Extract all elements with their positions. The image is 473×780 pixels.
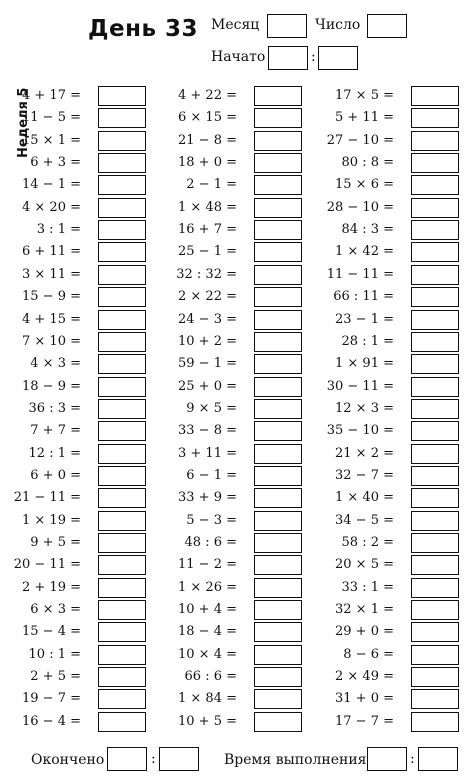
- problem-expression: 11 − 2 =: [178, 557, 237, 573]
- problem-row: [0, 578, 146, 598]
- problem-row: [142, 242, 302, 262]
- answer-box[interactable]: [98, 265, 146, 285]
- problem-row: [0, 421, 146, 441]
- problem-row: [142, 310, 302, 330]
- answer-box[interactable]: [98, 287, 146, 307]
- answer-box[interactable]: [254, 86, 302, 106]
- problem-row: [142, 511, 302, 531]
- answer-box[interactable]: [254, 310, 302, 330]
- answer-box[interactable]: [98, 399, 146, 419]
- answer-box[interactable]: [411, 421, 459, 441]
- answer-box[interactable]: [98, 310, 146, 330]
- problem-expression: 6 × 3 =: [30, 602, 81, 618]
- answer-box[interactable]: [254, 265, 302, 285]
- answer-box[interactable]: [254, 399, 302, 419]
- problem-expression: 80 : 8 =: [341, 155, 394, 171]
- problem-row: [142, 377, 302, 397]
- problem-row: [142, 466, 302, 486]
- problem-row: [142, 444, 302, 464]
- problem-row: [142, 108, 302, 128]
- answer-box[interactable]: [254, 444, 302, 464]
- problem-row: [142, 689, 302, 709]
- problem-row: [0, 108, 146, 128]
- problem-row: [142, 175, 302, 195]
- problem-row: [142, 354, 302, 374]
- start-label: Начато: [211, 49, 266, 65]
- problem-expression: 10 + 5 =: [178, 713, 237, 729]
- problem-row: [299, 332, 459, 352]
- problem-row: [0, 265, 146, 285]
- answer-box[interactable]: [254, 689, 302, 709]
- problem-expression: 20 − 11 =: [13, 557, 81, 573]
- answer-box[interactable]: [411, 310, 459, 330]
- problem-row: [299, 466, 459, 486]
- finished-label: Окончено: [31, 752, 105, 768]
- problem-expression: 33 : 1 =: [341, 579, 394, 595]
- problem-row: [0, 242, 146, 262]
- answer-box[interactable]: [411, 242, 459, 262]
- answer-box[interactable]: [98, 689, 146, 709]
- answer-box[interactable]: [411, 108, 459, 128]
- problem-expression: 6 − 1 =: [186, 467, 237, 483]
- problem-row: [0, 153, 146, 173]
- answer-box[interactable]: [98, 555, 146, 575]
- answer-box[interactable]: [98, 153, 146, 173]
- problem-row: [0, 220, 146, 240]
- problem-row: [0, 600, 146, 620]
- problem-expression: 9 × 5 =: [186, 400, 237, 416]
- problem-row: [299, 488, 459, 508]
- problem-expression: 20 × 5 =: [335, 557, 394, 573]
- answer-box[interactable]: [254, 332, 302, 352]
- problem-expression: 11 − 11 =: [326, 266, 394, 282]
- problem-row: [299, 198, 459, 218]
- problem-expression: 36 : 3 =: [28, 400, 81, 416]
- answer-box[interactable]: [411, 287, 459, 307]
- problem-row: [299, 444, 459, 464]
- problem-row: [299, 667, 459, 687]
- problem-expression: 1 × 84 =: [178, 691, 237, 707]
- problem-row: [0, 645, 146, 665]
- problem-row: [142, 198, 302, 218]
- problem-row: [299, 399, 459, 419]
- problem-row: [299, 354, 459, 374]
- problem-row: [0, 667, 146, 687]
- answer-box[interactable]: [254, 555, 302, 575]
- answer-box[interactable]: [254, 712, 302, 732]
- problem-expression: 66 : 6 =: [184, 669, 237, 685]
- problem-row: [0, 287, 146, 307]
- problem-expression: 14 − 1 =: [22, 177, 81, 193]
- problem-expression: 12 × 3 =: [335, 400, 394, 416]
- problem-row: [142, 622, 302, 642]
- problem-expression: 15 − 4 =: [22, 624, 81, 640]
- answer-box[interactable]: [411, 622, 459, 642]
- answer-box[interactable]: [98, 377, 146, 397]
- answer-box[interactable]: [411, 555, 459, 575]
- problem-row: [299, 108, 459, 128]
- answer-box[interactable]: [98, 712, 146, 732]
- problem-expression: 28 − 10 =: [326, 199, 394, 215]
- problem-expression: 17 − 7 =: [335, 713, 394, 729]
- problem-expression: 4 + 22 =: [178, 88, 237, 103]
- problem-expression: 15 × 6 =: [335, 177, 394, 193]
- problem-expression: 7 + 7 =: [30, 423, 81, 439]
- problem-expression: 2 × 49 =: [335, 669, 394, 685]
- answer-box[interactable]: [411, 332, 459, 352]
- problem-expression: 1 × 42 =: [335, 244, 394, 260]
- month-label: Месяц: [211, 17, 260, 33]
- problem-row: [0, 399, 146, 419]
- answer-box[interactable]: [98, 131, 146, 151]
- problem-row: [0, 466, 146, 486]
- problem-row: [142, 645, 302, 665]
- duration-hours-field[interactable]: [367, 747, 407, 771]
- answer-box[interactable]: [98, 622, 146, 642]
- problem-expression: 27 − 10 =: [326, 132, 394, 148]
- problem-row: [299, 153, 459, 173]
- problem-row: [299, 265, 459, 285]
- answer-box[interactable]: [411, 131, 459, 151]
- problem-expression: 17 × 5 =: [335, 88, 394, 103]
- problem-expression: 4 + 17 =: [22, 88, 81, 103]
- problem-expression: 23 − 1 =: [335, 311, 394, 327]
- answer-box[interactable]: [98, 220, 146, 240]
- problem-row: [0, 175, 146, 195]
- answer-box[interactable]: [411, 667, 459, 687]
- problem-row: [0, 712, 146, 732]
- problem-expression: 10 + 2 =: [178, 333, 237, 349]
- problem-expression: 3 : 1 =: [36, 222, 81, 238]
- answer-box[interactable]: [411, 600, 459, 620]
- answer-box[interactable]: [411, 198, 459, 218]
- problem-expression: 33 + 9 =: [178, 490, 237, 506]
- answer-box[interactable]: [98, 466, 146, 486]
- problem-expression: 12 : 1 =: [28, 445, 81, 461]
- problem-row: [299, 533, 459, 553]
- problem-expression: 2 × 22 =: [178, 289, 237, 305]
- problem-expression: 16 + 7 =: [178, 222, 237, 238]
- problem-row: [0, 444, 146, 464]
- start-time-separator: :: [311, 49, 316, 65]
- answer-box[interactable]: [411, 354, 459, 374]
- problem-expression: 8 − 6 =: [343, 646, 394, 662]
- answer-box[interactable]: [98, 488, 146, 508]
- problem-expression: 24 − 3 =: [178, 311, 237, 327]
- answer-box[interactable]: [98, 332, 146, 352]
- problem-expression: 59 − 1 =: [178, 356, 237, 372]
- answer-box[interactable]: [254, 220, 302, 240]
- problem-row: [142, 488, 302, 508]
- answer-box[interactable]: [98, 667, 146, 687]
- problem-expression: 4 × 20 =: [22, 199, 81, 215]
- problem-row: [0, 377, 146, 397]
- problem-expression: 5 + 11 =: [335, 110, 394, 126]
- problem-expression: 48 : 6 =: [184, 535, 237, 550]
- problem-expression: 2 − 1 =: [186, 177, 237, 193]
- problem-row: [142, 399, 302, 419]
- duration-minutes-field[interactable]: [418, 747, 458, 771]
- problem-expression: 11 − 5 =: [22, 110, 81, 126]
- answer-box[interactable]: [254, 287, 302, 307]
- answer-box[interactable]: [254, 198, 302, 218]
- problem-row: [142, 332, 302, 352]
- problem-expression: 15 − 9 =: [22, 289, 81, 305]
- problem-row: [0, 533, 146, 553]
- problem-expression: 18 − 4 =: [178, 624, 237, 640]
- answer-box[interactable]: [98, 198, 146, 218]
- answer-box[interactable]: [254, 667, 302, 687]
- problem-expression: 3 + 11 =: [178, 445, 237, 461]
- problem-expression: 6 × 15 =: [178, 110, 237, 126]
- problem-expression: 4 + 15 =: [22, 311, 81, 327]
- start-hours-field[interactable]: [268, 46, 308, 70]
- problem-expression: 5 − 3 =: [186, 512, 237, 528]
- problem-row: [0, 86, 146, 106]
- problem-row: [142, 131, 302, 151]
- answer-box[interactable]: [411, 444, 459, 464]
- answer-box[interactable]: [254, 533, 302, 553]
- answer-box[interactable]: [411, 511, 459, 531]
- problem-expression: 2 + 5 =: [30, 669, 81, 685]
- answer-box[interactable]: [411, 377, 459, 397]
- finished-time-separator: :: [151, 751, 156, 767]
- problem-expression: 19 − 7 =: [22, 691, 81, 707]
- problem-expression: 66 : 11 =: [333, 289, 394, 305]
- answer-box[interactable]: [98, 354, 146, 374]
- problem-row: [142, 220, 302, 240]
- answer-box[interactable]: [411, 466, 459, 486]
- answer-box[interactable]: [98, 421, 146, 441]
- problem-row: [299, 310, 459, 330]
- answer-box[interactable]: [254, 354, 302, 374]
- problem-row: [142, 287, 302, 307]
- problem-row: [299, 421, 459, 441]
- problem-row: [299, 511, 459, 531]
- answer-box[interactable]: [98, 511, 146, 531]
- problem-expression: 30 − 11 =: [326, 378, 394, 394]
- problem-row: [0, 310, 146, 330]
- answer-box[interactable]: [254, 622, 302, 642]
- problem-row: [142, 555, 302, 575]
- problem-expression: 7 × 10 =: [22, 333, 81, 349]
- problem-row: [0, 198, 146, 218]
- problem-expression: 58 : 2 =: [341, 535, 394, 550]
- problem-expression: 21 − 11 =: [13, 490, 81, 506]
- problem-row: [142, 86, 302, 106]
- answer-box[interactable]: [98, 444, 146, 464]
- answer-box[interactable]: [411, 153, 459, 173]
- finished-hours-field[interactable]: [107, 747, 147, 771]
- problem-expression: 3 × 11 =: [22, 266, 81, 282]
- problem-row: [0, 332, 146, 352]
- answer-box[interactable]: [411, 175, 459, 195]
- problem-row: [0, 354, 146, 374]
- problem-row: [299, 131, 459, 151]
- answer-box[interactable]: [254, 645, 302, 665]
- problem-row: [0, 511, 146, 531]
- problem-row: [0, 131, 146, 151]
- problem-expression: 2 + 19 =: [22, 579, 81, 595]
- problem-expression: 32 × 1 =: [335, 602, 394, 618]
- problem-row: [142, 153, 302, 173]
- problem-expression: 9 + 5 =: [30, 535, 81, 550]
- answer-box[interactable]: [254, 421, 302, 441]
- answer-box[interactable]: [411, 86, 459, 106]
- duration-label: Время выполнения: [224, 752, 367, 768]
- answer-box[interactable]: [98, 242, 146, 262]
- problem-row: [0, 488, 146, 508]
- problem-row: [142, 712, 302, 732]
- problem-expression: 10 × 4 =: [178, 646, 237, 662]
- problem-expression: 10 : 1 =: [28, 646, 81, 662]
- answer-box[interactable]: [254, 108, 302, 128]
- answer-box[interactable]: [254, 466, 302, 486]
- problem-row: [142, 421, 302, 441]
- problem-row: [142, 600, 302, 620]
- problem-row: [0, 689, 146, 709]
- problem-expression: 18 − 9 =: [22, 378, 81, 394]
- date-label: Число: [315, 17, 361, 33]
- problem-row: [299, 555, 459, 575]
- week-label: Неделя 5: [16, 87, 31, 158]
- answer-box[interactable]: [254, 488, 302, 508]
- answer-box[interactable]: [411, 220, 459, 240]
- problem-row: [299, 645, 459, 665]
- problem-row: [299, 175, 459, 195]
- problem-row: [299, 600, 459, 620]
- answer-box[interactable]: [411, 265, 459, 285]
- problem-expression: 18 + 0 =: [178, 155, 237, 171]
- problem-row: [142, 667, 302, 687]
- problem-expression: 6 + 3 =: [30, 155, 81, 171]
- answer-box[interactable]: [98, 600, 146, 620]
- answer-box[interactable]: [254, 377, 302, 397]
- problem-expression: 15 × 1 =: [22, 132, 81, 148]
- problem-expression: 25 + 0 =: [178, 378, 237, 394]
- problem-row: [0, 622, 146, 642]
- problem-expression: 1 × 48 =: [178, 199, 237, 215]
- problem-row: [299, 242, 459, 262]
- problem-expression: 32 : 32 =: [176, 266, 237, 282]
- problem-expression: 29 + 0 =: [335, 624, 394, 640]
- problem-row: [142, 265, 302, 285]
- problem-expression: 1 × 26 =: [178, 579, 237, 595]
- problem-expression: 1 × 40 =: [335, 490, 394, 506]
- problem-expression: 32 − 7 =: [335, 467, 394, 483]
- problem-row: [299, 86, 459, 106]
- month-field[interactable]: [267, 14, 307, 38]
- answer-box[interactable]: [411, 645, 459, 665]
- problem-expression: 16 − 4 =: [22, 713, 81, 729]
- answer-box[interactable]: [254, 242, 302, 262]
- problem-expression: 6 + 0 =: [30, 467, 81, 483]
- problem-expression: 10 + 4 =: [178, 602, 237, 618]
- problem-expression: 6 + 11 =: [22, 244, 81, 260]
- answer-box[interactable]: [254, 175, 302, 195]
- answer-box[interactable]: [98, 175, 146, 195]
- answer-box[interactable]: [411, 399, 459, 419]
- answer-box[interactable]: [254, 600, 302, 620]
- duration-time-separator: :: [410, 751, 415, 767]
- answer-box[interactable]: [411, 578, 459, 598]
- page-title: День 33: [88, 16, 199, 42]
- finished-minutes-field[interactable]: [159, 747, 199, 771]
- problem-row: [299, 377, 459, 397]
- answer-box[interactable]: [98, 645, 146, 665]
- answer-box[interactable]: [254, 131, 302, 151]
- answer-box[interactable]: [98, 86, 146, 106]
- answer-box[interactable]: [98, 533, 146, 553]
- problem-expression: 21 × 2 =: [335, 445, 394, 461]
- problem-row: [0, 555, 146, 575]
- problem-row: [142, 578, 302, 598]
- problem-expression: 35 − 10 =: [326, 423, 394, 439]
- problem-expression: 25 − 1 =: [178, 244, 237, 260]
- problem-row: [299, 622, 459, 642]
- start-minutes-field[interactable]: [318, 46, 358, 70]
- problem-expression: 1 × 19 =: [22, 512, 81, 528]
- problem-expression: 28 : 1 =: [341, 333, 394, 349]
- answer-box[interactable]: [254, 511, 302, 531]
- date-field[interactable]: [367, 14, 407, 38]
- answer-box[interactable]: [411, 689, 459, 709]
- problem-row: [299, 578, 459, 598]
- problem-row: [299, 689, 459, 709]
- problem-row: [299, 712, 459, 732]
- problem-row: [299, 220, 459, 240]
- problem-expression: 4 × 3 =: [30, 356, 81, 372]
- answer-box[interactable]: [411, 488, 459, 508]
- problem-expression: 1 × 91 =: [335, 356, 394, 372]
- answer-box[interactable]: [254, 578, 302, 598]
- problem-expression: 33 − 8 =: [178, 423, 237, 439]
- problem-expression: 31 + 0 =: [335, 691, 394, 707]
- problem-expression: 21 − 8 =: [178, 132, 237, 148]
- answer-box[interactable]: [98, 108, 146, 128]
- problem-row: [142, 533, 302, 553]
- problem-row: [299, 287, 459, 307]
- answer-box[interactable]: [411, 533, 459, 553]
- problem-expression: 34 − 5 =: [335, 512, 394, 528]
- answer-box[interactable]: [98, 578, 146, 598]
- problem-expression: 84 : 3 =: [341, 222, 394, 238]
- answer-box[interactable]: [254, 153, 302, 173]
- answer-box[interactable]: [411, 712, 459, 732]
